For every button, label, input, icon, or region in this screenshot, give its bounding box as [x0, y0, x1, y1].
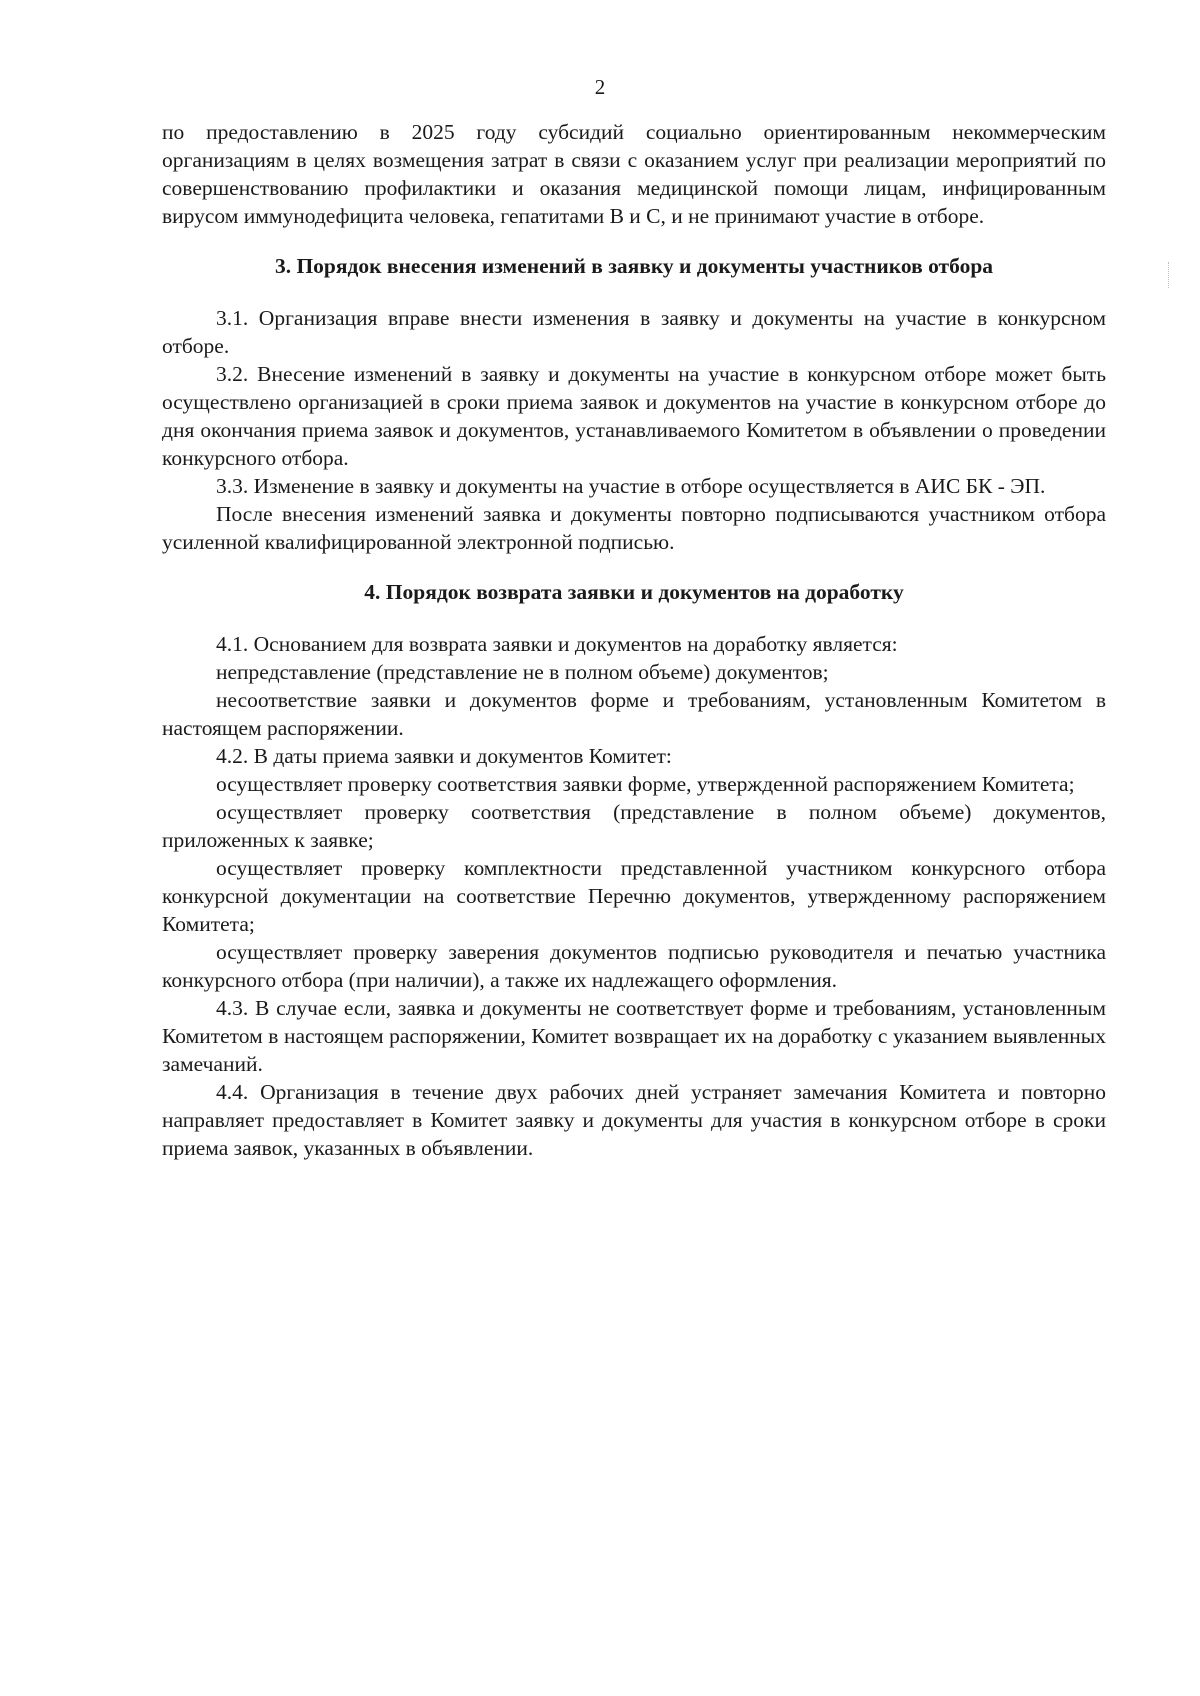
clause-4-2-item-4: осуществляет проверку заверения документов подписью руководителя и печатью участника конкурсного отбора (при наличии), а также их надлежащего оформления.	[162, 940, 1106, 992]
spacer	[162, 606, 1106, 630]
clause-4-1-item-1: непредставление (представление не в полном объеме) документов;	[216, 660, 829, 684]
clause-3-1: 3.1. Организация вправе внести изменения в заявку и документы на участие в конкурсном отборе.	[162, 306, 1106, 358]
clause-3-2: 3.2. Внесение изменений в заявку и документы на участие в конкурсном отборе может быть осуществлено организацией в сроки приема заявок и документов на участие в конкурсном отборе до дня окончания приема заявок и документов, устанавливаемого Комитетом в объявлении о проведении конкурсного отбора.	[162, 362, 1106, 470]
clause-4-2: 4.2. В даты приема заявки и документов Комитет:	[216, 744, 672, 768]
section-4-heading: 4. Порядок возврата заявки и документов на доработку	[364, 580, 904, 604]
clause-4-2-item-1: осуществляет проверку соответствия заявки форме, утвержденной распоряжением Комитета;	[216, 772, 1075, 796]
spacer	[162, 280, 1106, 304]
clause-4-1-item-2: несоответствие заявки и документов форме и требованиям, установленным Комитетом в настоящем распоряжении.	[162, 688, 1106, 740]
section-3-heading: 3. Порядок внесения изменений в заявку и документы участников отбора	[274, 254, 994, 278]
clause-3-3: 3.3. Изменение в заявку и документы на участие в отборе осуществляется в АИС БК - ЭП.	[216, 474, 1046, 498]
page-number: 2	[594, 75, 606, 99]
clause-3-signing: После внесения изменений заявка и документы повторно подписываются участником отбора усиленной квалифицированной электронной подписью.	[162, 502, 1106, 554]
clause-4-2-item-3: осуществляет проверку комплектности представленной участником конкурсного отбора конкурсной документации на соответствие Перечню документов, утвержденному распоряжением Комитета;	[162, 856, 1106, 936]
clause-4-2-item-2: осуществляет проверку соответствия (представление в полном объеме) документов, приложенных к заявке;	[162, 800, 1106, 852]
document-body	[162, 118, 1106, 1162]
spacer	[162, 556, 1106, 578]
clause-4-3: 4.3. В случае если, заявка и документы не соответствует форме и требованиям, установленным Комитетом в настоящем распоряжении, Комитет возвращает их на доработку с указанием выявленных замечаний.	[162, 996, 1106, 1076]
margin-mark	[1168, 262, 1171, 288]
clause-4-4: 4.4. Организация в течение двух рабочих дней устраняет замечания Комитета и повторно направляет предоставляет в Комитет заявку и документы для участия в конкурсном отборе в сроки приема заявок, указанных в объявлении.	[162, 1080, 1106, 1160]
intro-paragraph: по предоставлению в 2025 году субсидий социально ориентированным некоммерческим организациям в целях возмещения затрат в связи с оказанием услуг при реализации мероприятий по совершенствованию профилактики и оказания медицинской помощи лицам, инфицированным вирусом иммунодефицита человека, гепатитами В и С, и не принимают участие в отборе.	[162, 120, 1106, 228]
clause-4-1: 4.1. Основанием для возврата заявки и документов на доработку является:	[216, 632, 898, 656]
spacer	[162, 230, 1106, 252]
